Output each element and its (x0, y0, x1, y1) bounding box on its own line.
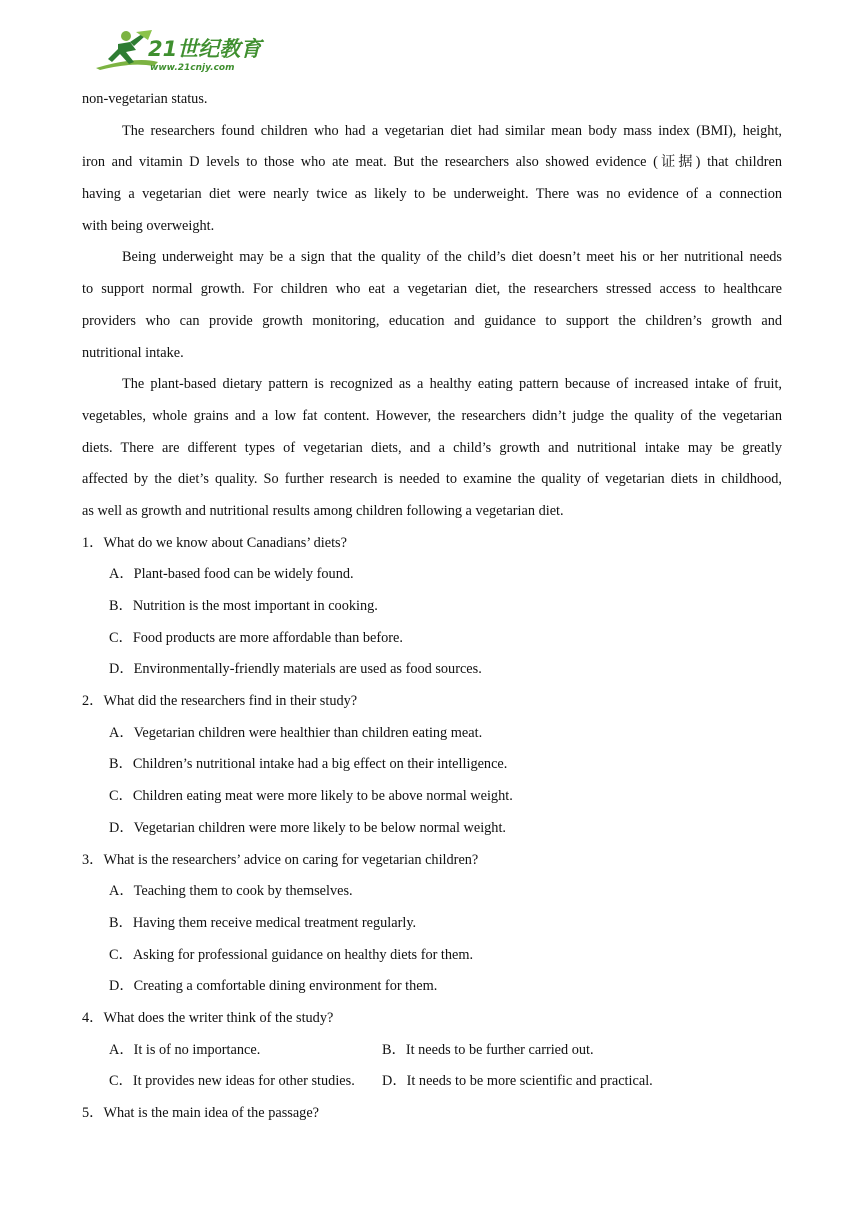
question-stem: 3．What is the researchers’ advice on caring for vegetarian children? (82, 851, 479, 868)
option-row (82, 1035, 782, 1067)
answer-option[interactable]: C．Food products are more affordable than before. (109, 629, 403, 646)
answer-option[interactable]: C．Children eating meat were more likely to be above normal weight. (109, 788, 513, 805)
logo-url: www.21cnjy.com (150, 63, 235, 73)
answer-option[interactable]: B．Having them receive medical treatment regularly. (109, 914, 417, 931)
question-stem: 1．What do we know about Canadians’ diets? (82, 534, 347, 551)
page-content (82, 84, 782, 1130)
passage-line: diets. There are different types of vegetarian diets, and a child’s growth and nutritional intake may be greatly (82, 439, 782, 456)
answer-option[interactable]: A．Plant-based food can be widely found. (109, 566, 354, 583)
runner-logo-icon (96, 28, 266, 74)
answer-option[interactable]: C．It provides new ideas for other studies. (109, 1073, 355, 1090)
passage-line: The researchers found children who had a vegetarian diet had similar mean body mass index (BMI), height, (122, 122, 782, 139)
logo-name: 21世纪教育 (148, 37, 262, 61)
passage-line: vegetables, whole grains and a low fat content. However, the researchers didn’t judge the quality of the vegetarian (82, 407, 782, 424)
answer-option[interactable]: A．Vegetarian children were healthier than children eating meat. (109, 724, 483, 741)
answer-option[interactable]: B．Children’s nutritional intake had a big effect on their intelligence. (109, 756, 508, 773)
answer-option[interactable]: D．It needs to be more scientific and practical. (382, 1073, 653, 1090)
answer-option[interactable]: B．It needs to be further carried out. (382, 1041, 594, 1058)
answer-option[interactable]: B．Nutrition is the most important in cooking. (109, 598, 378, 614)
passage-line: non-vegetarian status. (82, 91, 208, 107)
passage-line: as well as growth and nutritional results among children following a vegetarian diet. (82, 502, 564, 519)
question-stem: 4．What does the writer think of the study? (82, 1009, 334, 1026)
passage-line: Being underweight may be a sign that the quality of the child’s diet doesn’t meet his or her nutritional needs (122, 249, 782, 266)
answer-option[interactable]: D．Environmentally-friendly materials are used as food sources. (109, 661, 482, 678)
passage-line: affected by the diet’s quality. So further research is needed to examine the quality of vegetarian diets in childhood, (82, 471, 782, 488)
answer-option[interactable]: D．Vegetarian children were more likely to be below normal weight. (109, 819, 507, 836)
answer-option[interactable]: C．Asking for professional guidance on healthy diets for them. (109, 946, 474, 963)
passage-line: providers who can provide growth monitoring, education and guidance to support the children’s growth and (82, 312, 782, 329)
answer-option[interactable]: D．Creating a comfortable dining environment for them. (109, 978, 438, 995)
question-stem: 2．What did the researchers find in their study? (82, 693, 358, 710)
passage-line: The plant-based dietary pattern is recognized as a healthy eating pattern because of increased intake of fruit, (122, 376, 782, 393)
question-stem: 5．What is the main idea of the passage? (82, 1105, 320, 1121)
passage-line: iron and vitamin D levels to those who ate meat. But the researchers also showed evidence (证据) that children (82, 154, 782, 171)
passage-line: having a vegetarian diet were nearly twice as likely to be underweight. There was no evidence of a connection (82, 186, 782, 203)
passage-line: to support normal growth. For children who eat a vegetarian diet, the researchers stressed access to healthcare (82, 281, 782, 298)
answer-option[interactable]: A．Teaching them to cook by themselves. (109, 883, 353, 900)
passage-line: nutritional intake. (82, 344, 184, 361)
passage-line: with being overweight. (82, 217, 215, 234)
answer-option[interactable]: A．It is of no importance. (109, 1041, 261, 1058)
option-row (82, 1066, 782, 1098)
site-logo (96, 28, 266, 74)
